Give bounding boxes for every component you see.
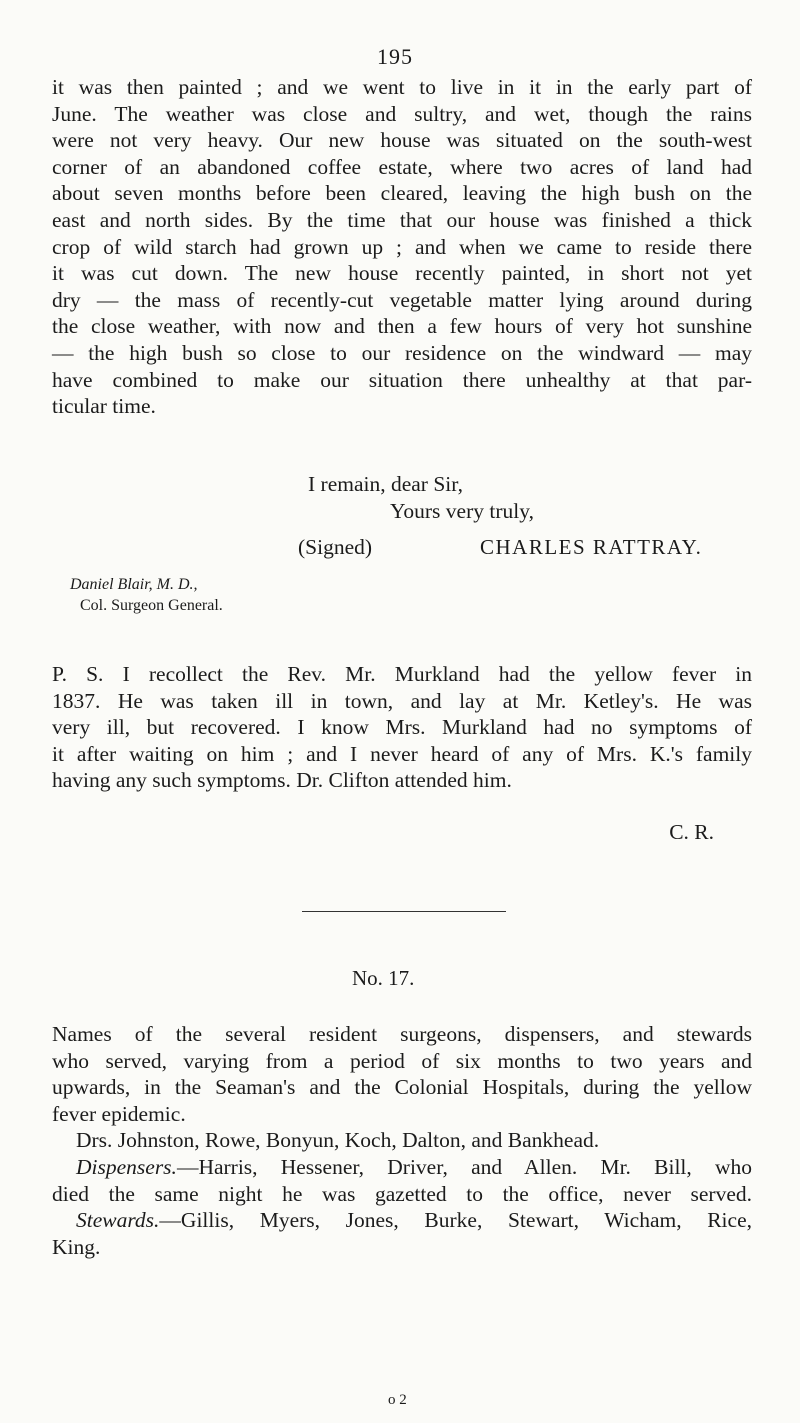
dispensers-line [52,1154,752,1181]
text-line: it after waiting on him ; and I never heard of any of Mrs. K.'s family [52,741,752,766]
text-line: Names of the several resident surgeons, dispensers, and stewards [52,1022,752,1046]
text-line: it was then painted ; and we went to live in it in the early part of [52,75,752,99]
surgeons-line: Drs. Johnston, Rowe, Bonyun, Koch, Dalton, and Bankhead. [76,1128,600,1153]
text-line: fever epidemic. [52,1101,186,1126]
text-line: about seven months before been cleared, leaving the high bush on the [52,181,752,206]
signed-label: (Signed) [298,535,373,559]
text-line: 1837. He was taken ill in town, and lay at Mr. Ketley's. He was [52,688,752,713]
postscript [52,661,752,794]
text-line: upwards, in the Seaman's and the Colonial Hospitals, during the yellow [52,1075,752,1100]
addressee-block [70,574,223,616]
dispensers-label: Dispensers. [76,1154,177,1179]
text-line: King. [52,1234,101,1259]
signature-mark: o 2 [388,1392,407,1408]
section-intro [52,1021,752,1260]
stewards-label: Stewards. [76,1208,160,1233]
text-line: were not very heavy. Our new house was situated on the south-west [52,128,752,153]
stewards-names: —Gillis, Myers, Jones, Burke, Stewart, Wicham, Rice, [159,1208,752,1233]
text-line: P. S. I recollect the Rev. Mr. Murkland had the yellow fever in [52,662,752,686]
page-number: 195 [377,44,413,69]
closing-valediction: Yours very truly, [390,499,534,523]
text-line: east and north sides. By the time that our house was finished a thick [52,207,752,232]
text-line: have combined to make our situation there unhealthy at that par- [52,367,752,392]
text-line: — the high bush so close to our residence on the windward — may [52,340,752,365]
letter-body [52,74,752,420]
closing-salutation: I remain, dear Sir, [308,472,463,496]
text-line: crop of wild starch had grown up ; and when we came to reside there [52,234,752,259]
section-number: No. 17. [352,966,415,990]
text-line: dry — the mass of recently-cut vegetable matter lying around during [52,287,752,312]
text-line: the close weather, with now and then a few hours of very hot sunshine [52,314,752,339]
text-line: ticular time. [52,394,156,419]
addressee-name: Daniel Blair, M. D., [70,576,198,593]
text-line: having any such symptoms. Dr. Clifton attended him. [52,768,512,793]
text-line: very ill, but recovered. I know Mrs. Murkland had no symptoms of [52,715,752,740]
postscript-initials: C. R. [669,820,714,844]
text-line: who served, varying from a period of six months to two years and [52,1048,752,1073]
text-line: it was cut down. The new house recently painted, in short not yet [52,261,752,286]
section-divider [302,911,506,912]
stewards-line [52,1207,752,1234]
text-line: June. The weather was close and sultry, and wet, though the rains [52,101,752,126]
text-line: died the same night he was gazetted to the office, never served. [52,1181,752,1206]
signature-name: CHARLES RATTRAY. [480,535,703,559]
text-line: corner of an abandoned coffee estate, where two acres of land had [52,154,752,179]
dispensers-names: —Harris, Hessener, Driver, and Allen. Mr. Bill, who [176,1154,752,1179]
addressee-title: Col. Surgeon General. [80,597,223,614]
